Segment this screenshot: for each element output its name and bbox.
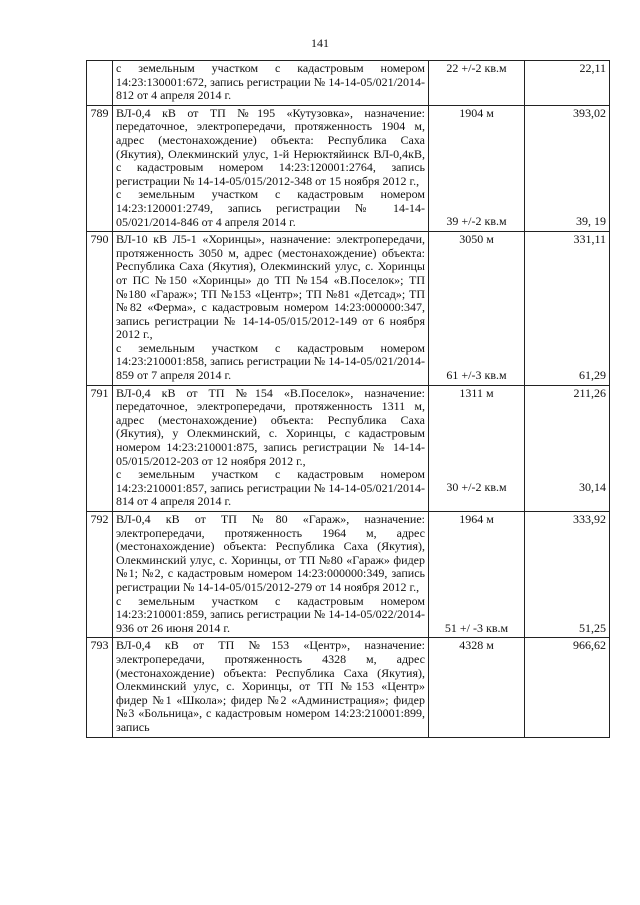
object-length: 3050 м: [459, 232, 494, 247]
object-text: ВЛ-0,4 кВ от ТП №154 «В.Поселок», назначение: передаточное, электропередачи, протяженность 1311 м, адрес (местонахождение) объекта: Республика Саха (Якутия), у Олекминский, с. Хоринцы, с кадастровым номером 14:23:210001:875, запись регистрации № 14-14-05/015/2012-203 от 12 ноября 2012 г.,: [116, 385, 425, 468]
table-row: [87, 105, 610, 231]
land-value: 39, 19: [576, 214, 606, 229]
land-plot-text: с земельным участком с кадастровым номером 14:23:120001:2749, запись регистрации № 14-14-05/021/2014-846 от 4 апреля 2014 г.: [116, 187, 425, 229]
land-value: 30,14: [579, 480, 606, 495]
row-number: 789: [87, 105, 113, 231]
object-value: 211,26: [573, 385, 606, 400]
land-plot-text: с земельным участком с кадастровым номером 14:23:130001:672, запись регистрации № 14-14-05/021/2014-812 от 4 апреля 2014 г.: [116, 61, 425, 103]
row-description: [113, 105, 429, 231]
row-number: 790: [87, 232, 113, 386]
land-area: 22 +/-2 кв.м: [446, 61, 507, 75]
object-text: ВЛ-0,4 кВ от ТП №80 «Гараж», назначение: электропередачи, протяженность 1964 м, адрес (местонахождение) объекта: Республика Саха (Якутия), Олекминский улус, с. Хоринцы, от ТП №80 «Гараж» фидер №1; №2, с кадастровым номером 14:23:000000:349, запись регистрации № 14-14-05/015/2012-279 от 14 ноября 2012 г.,: [116, 512, 425, 594]
land-plot-text: с земельным участком с кадастровым номером 14:23:210001:859, запись регистрации № 14-14-05/022/2014-936 от 26 июня 2014 г.: [116, 593, 425, 635]
table-row: [87, 61, 610, 106]
object-text: ВЛ-10 кВ Л5-1 «Хоринцы», назначение: электропередачи, протяженность 3050 м, адрес (местонахождение) объекта: Республика Саха (Якутия), Олекминский улус, с. Хоринцы от ПС №150 «Хоринцы» до ТП №154 «В.Поселок»; ТП №180 «Гараж»; ТП №153 «Центр»; ТП №81 «Детсад»; ТП №82 «Ферма», с кадастровым номером 14:23:000000:347, запись регистрации № 14-14-05/015/2012-149 от 6 ноября 2012 г.,: [116, 232, 425, 342]
page-number: 141: [311, 36, 329, 50]
object-length: 4328 м: [459, 638, 494, 653]
row-measure: [429, 105, 525, 231]
object-value: 331,11: [573, 232, 606, 247]
row-number: 792: [87, 512, 113, 638]
object-value: 966,62: [573, 638, 606, 653]
land-value: 22,11: [579, 61, 606, 75]
object-length: 1964 м: [459, 512, 494, 526]
row-measure: [429, 61, 525, 106]
land-area: 51 +/ -3 кв.м: [444, 620, 509, 635]
row-measure: [429, 232, 525, 386]
row-description: [113, 232, 429, 386]
land-plot-text: с земельным участком с кадастровым номером 14:23:210001:857, запись регистрации № 14-14-05/021/2014-814 от 4 апреля 2014 г.: [116, 467, 425, 509]
row-value: [525, 105, 610, 231]
object-value: 393,02: [573, 105, 606, 120]
object-text: ВЛ-0,4 кВ от ТП №195 «Кутузовка», назначение: передаточное, электропередачи, протяженность 1904 м, адрес (местонахождение) объекта: Республика Саха (Якутия), Олекминский улус, 1-й Нерюктяйинск ВЛ-0,4кВ, с кадастровым номером 14:23:120001:2764, запись регистрации № 14-14-05/015/2012-348 от 15 ноября 2012 г.,: [116, 105, 425, 188]
registry-table: [86, 60, 610, 738]
land-plot-text: с земельным участком с кадастровым номером 14:23:210001:858, запись регистрации № 14-14-05/021/2014-859 от 7 апреля 2014 г.: [116, 340, 425, 383]
object-length: 1311 м: [459, 385, 494, 400]
land-value: 51,25: [579, 620, 606, 635]
table-row: [87, 232, 610, 386]
row-measure: [429, 638, 525, 737]
row-value: [525, 385, 610, 511]
table-row: [87, 385, 610, 511]
land-value: 61,29: [579, 367, 606, 382]
row-number: [87, 61, 113, 106]
row-description: [113, 61, 429, 106]
row-value: [525, 61, 610, 106]
row-number: 793: [87, 638, 113, 737]
row-number: 791: [87, 385, 113, 511]
object-value: 333,92: [573, 512, 606, 526]
row-description: [113, 638, 429, 737]
object-text: ВЛ-0,4 кВ от ТП №153 «Центр», назначение: электропередачи, протяженность 4328 м, адрес (местонахождение) объекта: Республика Саха (Якутия), Олекминский улус, с. Хоринцы, от ТП №153 «Центр» фидер №1 «Школа»; фидер №2 «Администрация»; фидер №3 «Больница», с кадастровым номером 14:23:210001:899, запись: [116, 638, 425, 734]
land-area: 61 +/-3 кв.м: [446, 367, 507, 382]
row-measure: [429, 385, 525, 511]
row-measure: [429, 512, 525, 638]
table-row: [87, 512, 610, 638]
row-value: [525, 232, 610, 386]
row-description: [113, 385, 429, 511]
row-value: [525, 512, 610, 638]
object-length: 1904 м: [459, 105, 494, 120]
land-area: 39 +/-2 кв.м: [446, 214, 507, 229]
row-value: [525, 638, 610, 737]
row-description: [113, 512, 429, 638]
table-row: [87, 638, 610, 737]
land-area: 30 +/-2 кв.м: [446, 480, 507, 495]
